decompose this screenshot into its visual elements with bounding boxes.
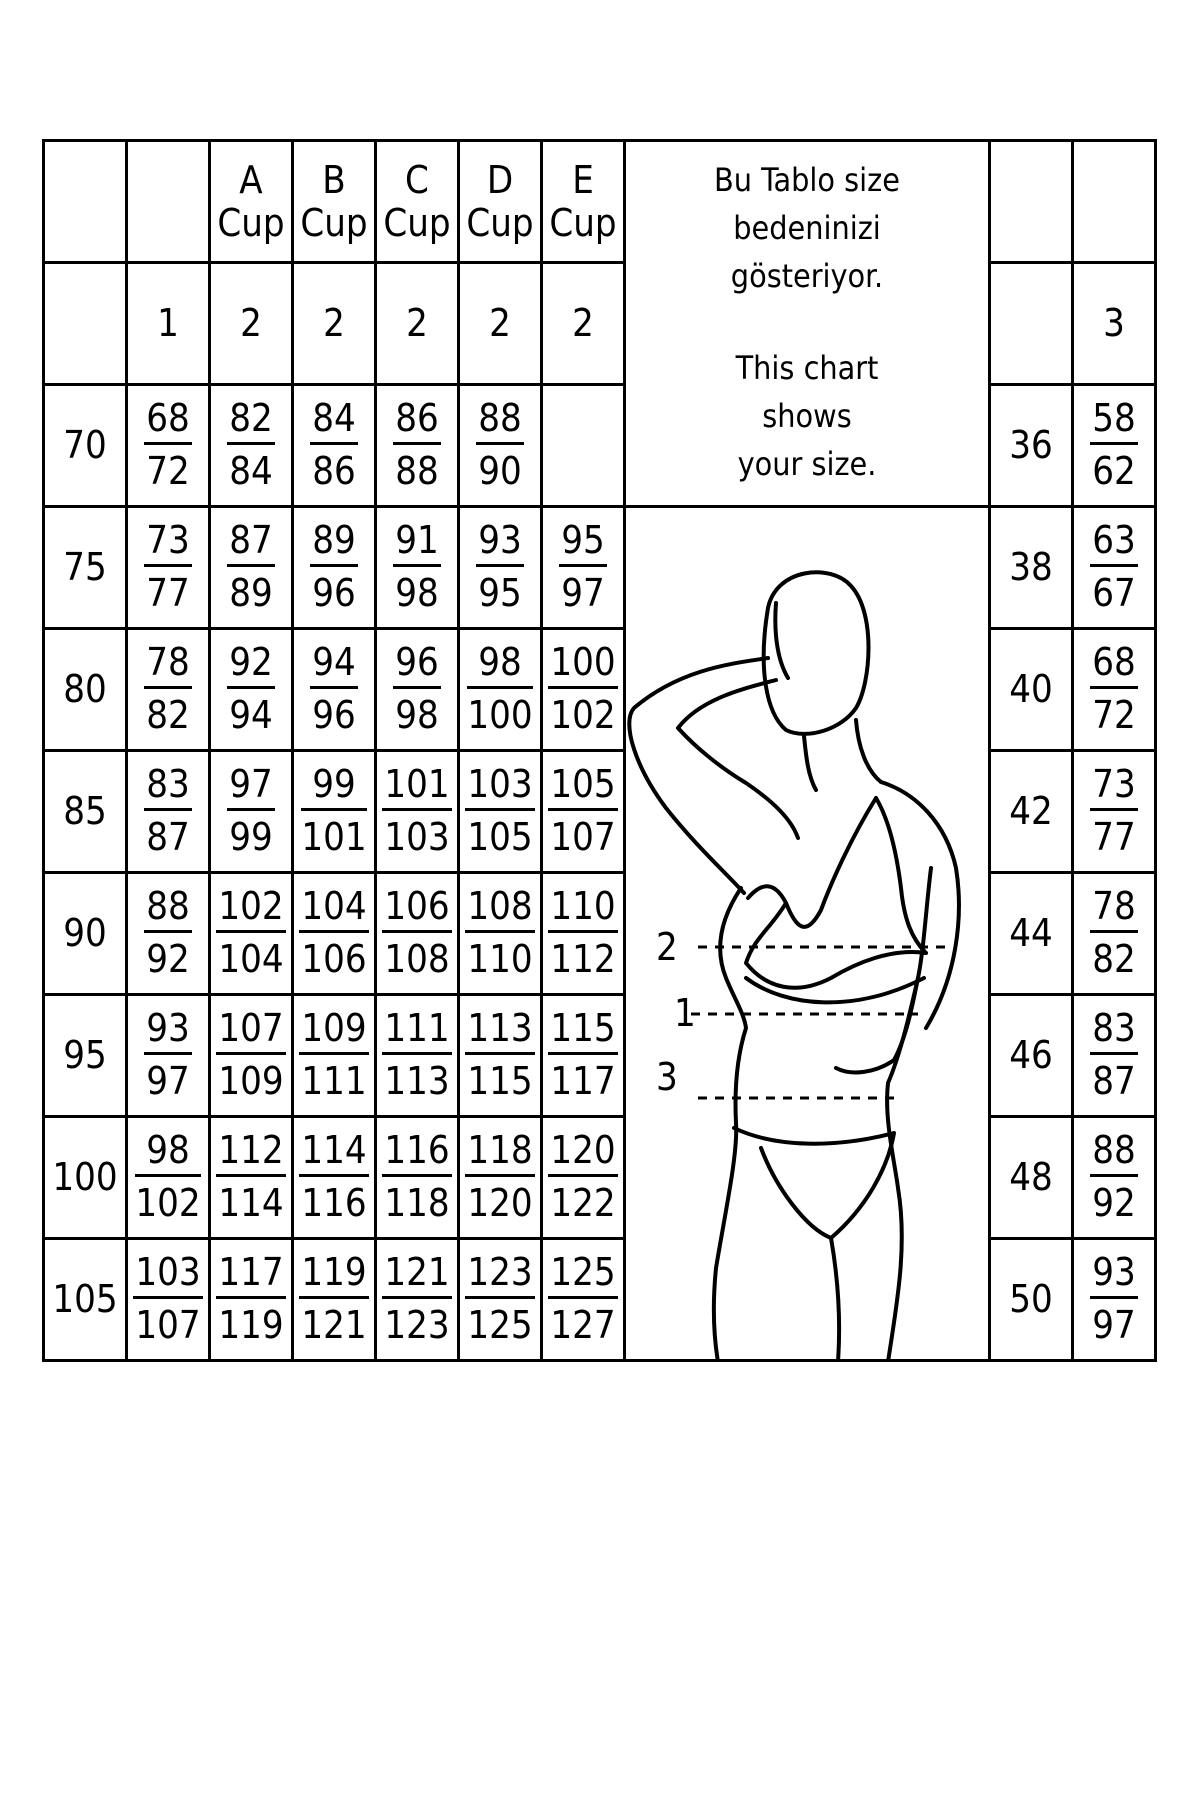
band-size-cell: 80 <box>44 629 127 751</box>
fraction-bar <box>548 930 617 933</box>
fraction: $\frac{112}{114}$ <box>218 1127 284 1225</box>
fraction: $\frac{87}{89}$ <box>229 517 273 615</box>
fraction: $\frac{83}{87}$ <box>146 761 190 859</box>
fraction: $\frac{88}{92}$ <box>146 883 190 981</box>
fraction-bar <box>393 442 441 445</box>
header-empty-cell <box>127 141 210 263</box>
underbust-range-cell <box>127 995 210 1117</box>
cup-range-cell <box>293 385 376 507</box>
cup-range-cell <box>293 873 376 995</box>
raised-arm-outer <box>629 658 768 893</box>
underbust-range-cell <box>127 1239 210 1361</box>
band-size-cell: 95 <box>44 995 127 1117</box>
fraction: $\frac{63}{67}$ <box>1092 517 1136 615</box>
fraction-bar <box>299 1174 368 1177</box>
hip-range-cell <box>1073 385 1156 507</box>
measure-number-cell: 2 <box>542 263 625 385</box>
fraction: $\frac{91}{98}$ <box>395 517 439 615</box>
measure-label-1: 1 <box>674 991 696 1035</box>
cup-range-cell <box>376 995 459 1117</box>
fraction: $\frac{78}{82}$ <box>146 639 190 737</box>
header-empty-cell <box>990 263 1073 385</box>
fraction-bar <box>310 442 358 445</box>
table-row <box>44 385 1156 507</box>
fraction: $\frac{102}{104}$ <box>218 883 284 981</box>
fraction-bar <box>476 564 524 567</box>
header-empty-cell <box>44 141 127 263</box>
cup-range-cell <box>542 1239 625 1361</box>
garment-size-cell: 46 <box>990 995 1073 1117</box>
table-row <box>44 507 1156 629</box>
cup-range-cell <box>293 629 376 751</box>
fraction-bar <box>1090 564 1138 567</box>
measure-label-3: 3 <box>656 1055 678 1099</box>
cup-range-cell <box>210 385 293 507</box>
fraction-bar <box>299 930 368 933</box>
fraction-bar <box>465 930 534 933</box>
fraction: $\frac{92}{94}$ <box>229 639 273 737</box>
info-tr-line2: bedeninizi <box>733 209 881 247</box>
fraction-bar <box>548 1174 617 1177</box>
fraction-bar <box>310 564 358 567</box>
fraction-bar <box>465 1296 534 1299</box>
measure-number-cell: 2 <box>376 263 459 385</box>
fraction-bar <box>382 808 451 811</box>
cup-range-cell <box>376 385 459 507</box>
header-row-cups <box>44 141 1156 263</box>
fraction-bar <box>310 686 358 689</box>
fraction-bar <box>382 930 451 933</box>
info-en-line3: your size. <box>737 445 877 483</box>
hip-range-cell <box>1073 1117 1156 1239</box>
fraction: $\frac{95}{97}$ <box>561 517 605 615</box>
fraction: $\frac{78}{82}$ <box>1092 883 1136 981</box>
body-illustration <box>626 508 990 1361</box>
fraction: $\frac{99}{101}$ <box>301 761 367 859</box>
cup-range-cell <box>376 629 459 751</box>
band-size-cell: 75 <box>44 507 127 629</box>
fraction-bar <box>299 1296 368 1299</box>
fraction-bar <box>144 686 192 689</box>
fraction-bar <box>135 1174 200 1177</box>
fraction-bar <box>1090 442 1138 445</box>
raised-arm-inner <box>678 680 798 838</box>
cup-range-cell <box>459 1239 542 1361</box>
cup-header-d: D Cup <box>459 141 542 263</box>
fraction: $\frac{83}{87}$ <box>1092 1005 1136 1103</box>
fraction-bar <box>1090 1052 1138 1055</box>
cup-range-cell <box>210 873 293 995</box>
fraction-bar <box>227 442 275 445</box>
hair-outline <box>775 603 788 678</box>
fraction-bar <box>1090 930 1138 933</box>
cup-range-cell <box>210 507 293 629</box>
fraction: $\frac{114}{116}$ <box>301 1127 367 1225</box>
panty-outline <box>734 1128 894 1238</box>
band-size-cell: 85 <box>44 751 127 873</box>
fraction-bar <box>144 564 192 567</box>
cup-range-cell <box>293 1239 376 1361</box>
fraction-bar <box>216 1052 285 1055</box>
garment-size-cell: 38 <box>990 507 1073 629</box>
cup-range-cell <box>293 995 376 1117</box>
hip-range-cell <box>1073 629 1156 751</box>
fraction-bar <box>144 1052 192 1055</box>
cup-range-cell <box>376 873 459 995</box>
fraction: $\frac{121}{123}$ <box>384 1249 450 1347</box>
fraction-bar <box>301 808 366 811</box>
cup-range-cell <box>293 507 376 629</box>
cup-range-empty-cell <box>542 385 625 507</box>
cup-range-cell <box>459 995 542 1117</box>
cup-range-cell <box>376 1239 459 1361</box>
fraction-bar <box>227 686 275 689</box>
cup-range-cell <box>376 751 459 873</box>
fraction: $\frac{89}{96}$ <box>312 517 356 615</box>
band-size-cell: 90 <box>44 873 127 995</box>
fraction-bar <box>548 686 617 689</box>
fraction-bar <box>216 1174 285 1177</box>
cup-range-cell <box>542 751 625 873</box>
header-row-measure-numbers <box>44 263 1156 385</box>
bra-strap <box>876 798 926 953</box>
cup-range-cell <box>210 629 293 751</box>
fraction: $\frac{88}{92}$ <box>1092 1127 1136 1225</box>
cup-range-cell <box>459 507 542 629</box>
fraction-bar <box>133 1296 202 1299</box>
cup-range-cell <box>293 751 376 873</box>
fraction-bar <box>476 442 524 445</box>
band-size-cell: 105 <box>44 1239 127 1361</box>
fraction-bar <box>227 808 275 811</box>
fraction-bar <box>465 808 534 811</box>
fraction-bar <box>1090 686 1138 689</box>
bra-outline <box>746 798 926 988</box>
fraction: $\frac{117}{119}$ <box>218 1249 284 1347</box>
garment-size-cell: 40 <box>990 629 1073 751</box>
fraction-bar <box>299 1052 368 1055</box>
cup-range-cell <box>210 995 293 1117</box>
hip-range-cell <box>1073 507 1156 629</box>
cup-range-cell <box>542 873 625 995</box>
fraction-bar <box>382 1296 451 1299</box>
cup-range-cell <box>459 751 542 873</box>
cup-header-e: E Cup <box>542 141 625 263</box>
fraction-bar <box>393 686 441 689</box>
fraction: $\frac{104}{106}$ <box>301 883 367 981</box>
info-text-cell <box>625 141 990 507</box>
fraction-bar <box>559 564 607 567</box>
fraction: $\frac{97}{99}$ <box>229 761 273 859</box>
cup-range-cell <box>376 507 459 629</box>
measure-number-cell: 2 <box>459 263 542 385</box>
cup-range-cell <box>542 507 625 629</box>
underbust-range-cell <box>127 1117 210 1239</box>
info-tr-line1: Bu Tablo size <box>714 161 900 199</box>
measure-number-cell: 1 <box>127 263 210 385</box>
measure-label-2: 2 <box>656 925 678 969</box>
cup-range-cell <box>293 1117 376 1239</box>
underbust-range-cell <box>127 507 210 629</box>
fraction: $\frac{110}{112}$ <box>550 883 616 981</box>
header-empty-cell <box>44 263 127 385</box>
torso-left <box>714 888 746 1361</box>
fraction-bar <box>382 1174 451 1177</box>
body-figure-cell <box>625 507 990 1361</box>
fraction: $\frac{86}{88}$ <box>395 395 439 493</box>
hip-range-cell <box>1073 751 1156 873</box>
cup-range-cell <box>542 995 625 1117</box>
underbust-range-cell <box>127 751 210 873</box>
garment-size-cell: 50 <box>990 1239 1073 1361</box>
fraction: $\frac{58}{62}$ <box>1092 395 1136 493</box>
fraction-bar <box>144 808 192 811</box>
underbust-range-cell <box>127 385 210 507</box>
band-size-cell: 100 <box>44 1117 127 1239</box>
band-size-cell: 70 <box>44 385 127 507</box>
fraction-bar <box>144 442 192 445</box>
hip-range-cell <box>1073 995 1156 1117</box>
fraction-bar <box>382 1052 451 1055</box>
fraction: $\frac{103}{105}$ <box>467 761 533 859</box>
garment-size-cell: 42 <box>990 751 1073 873</box>
fraction: $\frac{101}{103}$ <box>384 761 450 859</box>
measure-number-cell: 2 <box>293 263 376 385</box>
garment-size-cell: 44 <box>990 873 1073 995</box>
fraction-bar <box>1090 808 1138 811</box>
info-en-line1: This chart <box>735 349 879 387</box>
fraction: $\frac{118}{120}$ <box>467 1127 533 1225</box>
cup-range-cell <box>210 751 293 873</box>
underbust-range-cell <box>127 629 210 751</box>
fraction: $\frac{119}{121}$ <box>301 1249 367 1347</box>
fraction: $\frac{98}{102}$ <box>135 1127 201 1225</box>
fraction: $\frac{106}{108}$ <box>384 883 450 981</box>
size-chart-table <box>42 139 1157 1362</box>
fraction: $\frac{116}{118}$ <box>384 1127 450 1225</box>
fraction-bar <box>467 686 532 689</box>
cup-range-cell <box>210 1117 293 1239</box>
fraction: $\frac{100}{102}$ <box>550 639 616 737</box>
fraction: $\frac{123}{125}$ <box>467 1249 533 1347</box>
garment-size-cell: 48 <box>990 1117 1073 1239</box>
leg-inner <box>831 1238 839 1361</box>
cup-range-cell <box>459 1117 542 1239</box>
fraction-bar <box>465 1174 534 1177</box>
hip-range-cell <box>1073 1239 1156 1361</box>
hip-range-cell <box>1073 873 1156 995</box>
fraction: $\frac{82}{84}$ <box>229 395 273 493</box>
header-empty-cell <box>990 141 1073 263</box>
info-en-line2: shows <box>762 397 852 435</box>
fraction: $\frac{120}{122}$ <box>550 1127 616 1225</box>
fraction: $\frac{93}{97}$ <box>146 1005 190 1103</box>
fraction: $\frac{109}{111}$ <box>301 1005 367 1103</box>
fraction: $\frac{93}{95}$ <box>478 517 522 615</box>
header-empty-cell <box>1073 141 1156 263</box>
fraction: $\frac{68}{72}$ <box>146 395 190 493</box>
neck-outline <box>804 736 816 790</box>
fraction: $\frac{84}{86}$ <box>312 395 356 493</box>
fraction-bar <box>1090 1296 1138 1299</box>
cup-range-cell <box>459 385 542 507</box>
fraction: $\frac{105}{107}$ <box>550 761 616 859</box>
fraction-bar <box>548 808 617 811</box>
fraction-bar <box>548 1052 617 1055</box>
fraction-bar <box>393 564 441 567</box>
cup-header-b: B Cup <box>293 141 376 263</box>
fraction: $\frac{88}{90}$ <box>478 395 522 493</box>
cup-range-cell <box>459 629 542 751</box>
fraction: $\frac{73}{77}$ <box>1092 761 1136 859</box>
fraction: $\frac{111}{113}$ <box>384 1005 450 1103</box>
neck-outline-right <box>856 720 881 782</box>
fraction: $\frac{125}{127}$ <box>550 1249 616 1347</box>
fraction: $\frac{68}{72}$ <box>1092 639 1136 737</box>
arm-behind <box>836 868 931 1072</box>
fraction: $\frac{73}{77}$ <box>146 517 190 615</box>
underbust-range-cell <box>127 873 210 995</box>
cup-range-cell <box>376 1117 459 1239</box>
fraction-bar <box>465 1052 534 1055</box>
fraction: $\frac{113}{115}$ <box>467 1005 533 1103</box>
fraction-bar <box>216 1296 285 1299</box>
fraction: $\frac{108}{110}$ <box>467 883 533 981</box>
cup-range-cell <box>459 873 542 995</box>
fraction: $\frac{103}{107}$ <box>135 1249 201 1347</box>
cup-range-cell <box>542 1117 625 1239</box>
fraction: $\frac{96}{98}$ <box>395 639 439 737</box>
fraction-bar <box>1090 1174 1138 1177</box>
garment-size-cell: 36 <box>990 385 1073 507</box>
fraction: $\frac{115}{117}$ <box>550 1005 616 1103</box>
cup-header-a: A Cup <box>210 141 293 263</box>
cup-range-cell <box>542 629 625 751</box>
cup-range-cell <box>210 1239 293 1361</box>
info-tr-line3: gösteriyor. <box>730 257 884 295</box>
fraction-bar <box>227 564 275 567</box>
fraction: $\frac{93}{97}$ <box>1092 1249 1136 1347</box>
fraction-bar <box>144 930 192 933</box>
fraction: $\frac{98}{100}$ <box>467 639 533 737</box>
fraction-bar <box>548 1296 617 1299</box>
fraction-bar <box>216 930 285 933</box>
measure-number-cell: 2 <box>210 263 293 385</box>
right-measure-number-cell: 3 <box>1073 263 1156 385</box>
cup-header-c: C Cup <box>376 141 459 263</box>
waist-right <box>887 978 918 1361</box>
fraction: $\frac{94}{96}$ <box>312 639 356 737</box>
fraction: $\frac{107}{109}$ <box>218 1005 284 1103</box>
